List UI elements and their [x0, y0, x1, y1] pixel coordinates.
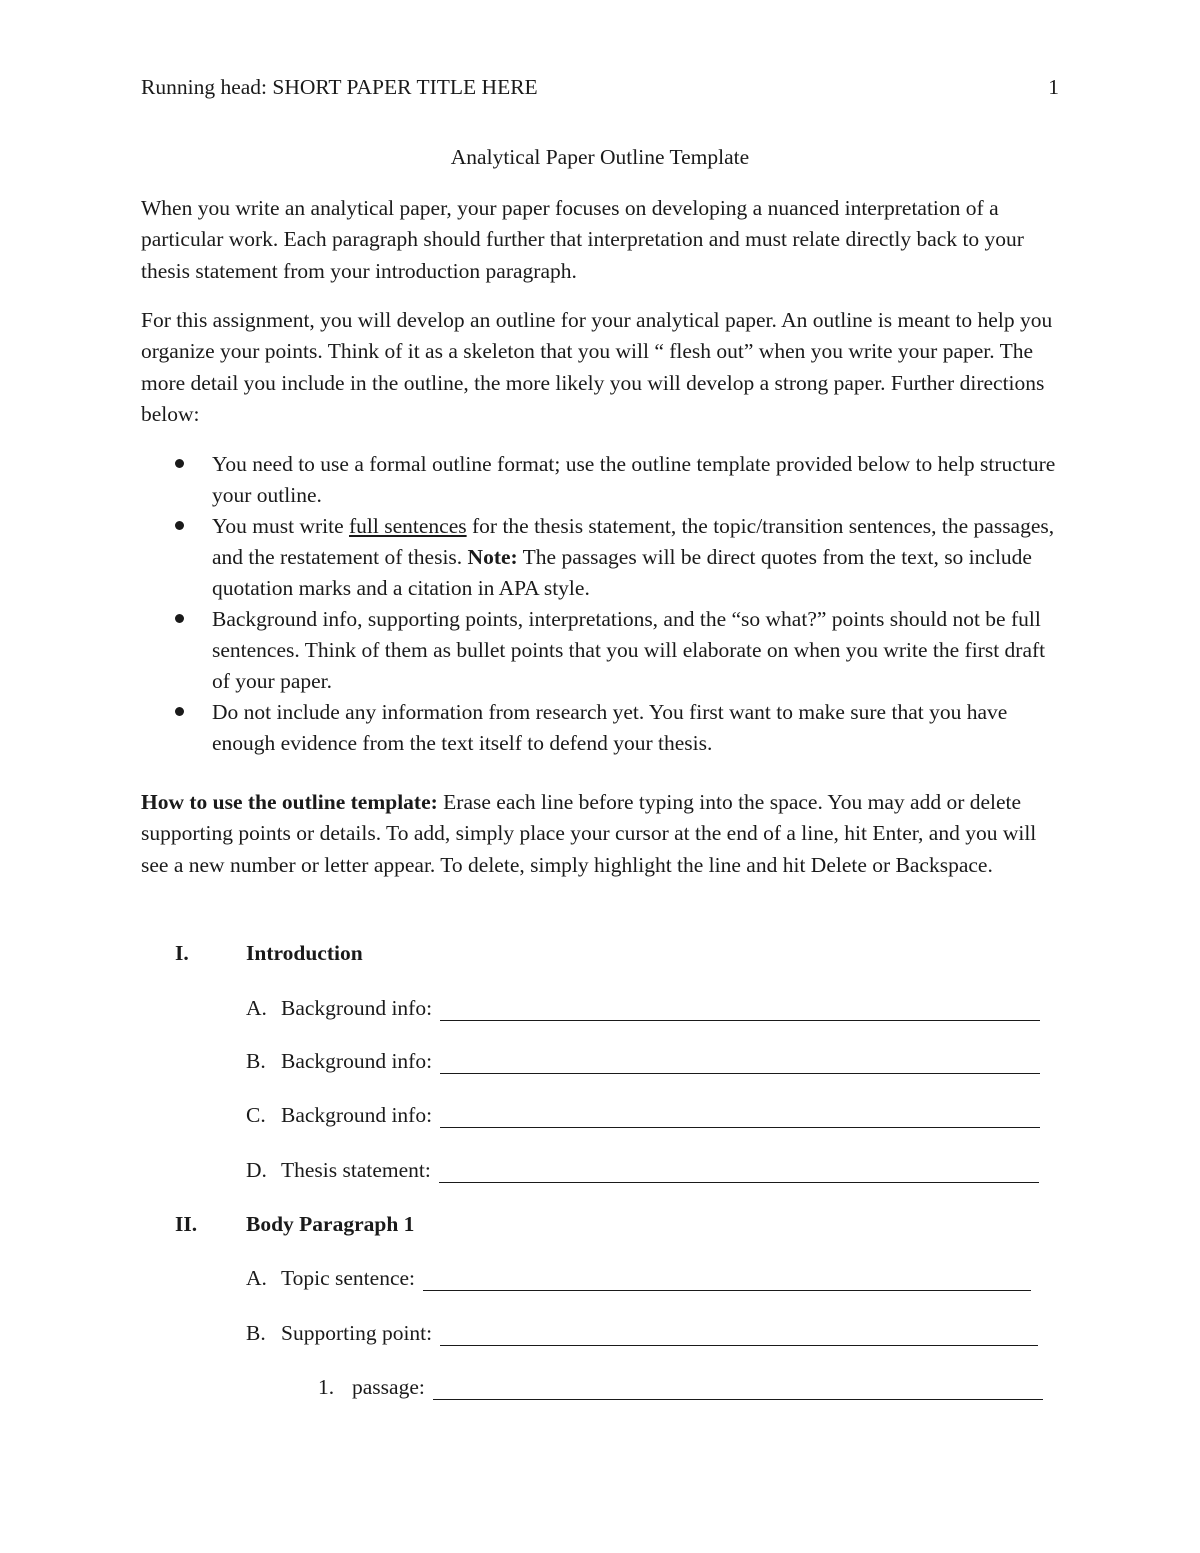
item-label: Background info:	[281, 996, 433, 1020]
list-item	[141, 511, 1066, 604]
bullet-text-mid: for the thesis statement, the topic/transition sentences, the passages, and the restatement of thesis.	[212, 514, 1055, 569]
howto-text: Erase each line before typing into the space. You may add or delete supporting points or details. To add, simply place your cursor at the end of a line, hit Enter, and you will see a new number or letter appear. To delete, simply highlight the line and hit Delete or Backspace.	[141, 790, 1037, 877]
outline-section-introduction	[175, 940, 363, 966]
item-letter: A.	[246, 996, 267, 1020]
item-letter: A.	[246, 1266, 267, 1290]
outline-subitem	[318, 1374, 1043, 1400]
item-label: Topic sentence:	[281, 1266, 416, 1290]
outline-section-body-paragraph-1	[175, 1211, 414, 1237]
bullet-underlined-text: full sentences	[349, 514, 467, 538]
assignment-paragraph: For this assignment, you will develop an outline for your analytical paper. An outline is meant to help you organize your points. Think of it as a skeleton that you will “ flesh out” when you write your paper. The more detail you include in the outline, the more likely you will develop a strong paper. Further directions below:	[141, 308, 1053, 426]
section-heading: Introduction	[246, 941, 363, 965]
page-header	[141, 74, 1059, 100]
bullet-icon	[175, 459, 184, 468]
bullet-text: Do not include any information from research yet. You first want to make sure that you have enough evidence from the text itself to defend your thesis.	[212, 700, 1008, 755]
item-label: passage:	[352, 1375, 425, 1399]
item-label: Supporting point:	[281, 1321, 433, 1345]
howto-label: How to use the outline template:	[141, 790, 438, 814]
fill-in-line[interactable]	[433, 1377, 1043, 1400]
note-label: Note:	[467, 545, 518, 569]
section-numeral: II.	[175, 1212, 198, 1236]
outline-item	[246, 1102, 1040, 1128]
fill-in-line[interactable]	[440, 1105, 1040, 1128]
bullet-icon	[175, 521, 184, 530]
directions-list	[141, 449, 1066, 759]
bullet-icon	[175, 707, 184, 716]
item-label: Thesis statement:	[281, 1158, 431, 1182]
outline-item	[246, 1320, 1038, 1346]
item-letter: C.	[246, 1103, 266, 1127]
list-item	[141, 604, 1066, 697]
item-number: 1.	[318, 1375, 335, 1399]
outline-item	[246, 1048, 1040, 1074]
howto-paragraph	[141, 787, 1066, 881]
section-numeral: I.	[175, 941, 189, 965]
item-letter: B.	[246, 1049, 266, 1073]
fill-in-line[interactable]	[440, 998, 1040, 1021]
intro-paragraph: When you write an analytical paper, your paper focuses on developing a nuanced interpretation of a particular work. Each paragraph should further that interpretation and must relate directly back to your thesis statement from your introduction paragraph.	[141, 196, 1024, 283]
item-label: Background info:	[281, 1103, 433, 1127]
fill-in-line[interactable]	[440, 1051, 1040, 1074]
running-head: Running head: SHORT PAPER TITLE HERE	[141, 75, 538, 99]
list-item	[141, 449, 1066, 511]
document-title: Analytical Paper Outline Template	[450, 145, 750, 169]
bullet-text-pre: You must write	[212, 514, 349, 538]
outline-item	[246, 1157, 1039, 1183]
section-heading: Body Paragraph 1	[246, 1212, 415, 1236]
item-letter: B.	[246, 1321, 266, 1345]
item-label: Background info:	[281, 1049, 433, 1073]
outline-item	[246, 995, 1040, 1021]
bullet-icon	[175, 614, 184, 623]
fill-in-line[interactable]	[439, 1160, 1039, 1183]
list-item	[141, 697, 1066, 759]
bullet-text: Background info, supporting points, interpretations, and the “so what?” points should not be full sentences. Think of them as bullet points that you will elaborate on when you write the first draft of your paper.	[212, 607, 1046, 693]
page-number: 1	[1048, 75, 1059, 99]
outline-item	[246, 1265, 1031, 1291]
item-letter: D.	[246, 1158, 267, 1182]
bullet-text-post: The passages will be direct quotes from the text, so include quotation marks and a citation in APA style.	[212, 545, 1032, 600]
fill-in-line[interactable]	[440, 1323, 1038, 1346]
bullet-text: You need to use a formal outline format; use the outline template provided below to help structure your outline.	[212, 452, 1056, 507]
fill-in-line[interactable]	[423, 1268, 1031, 1291]
